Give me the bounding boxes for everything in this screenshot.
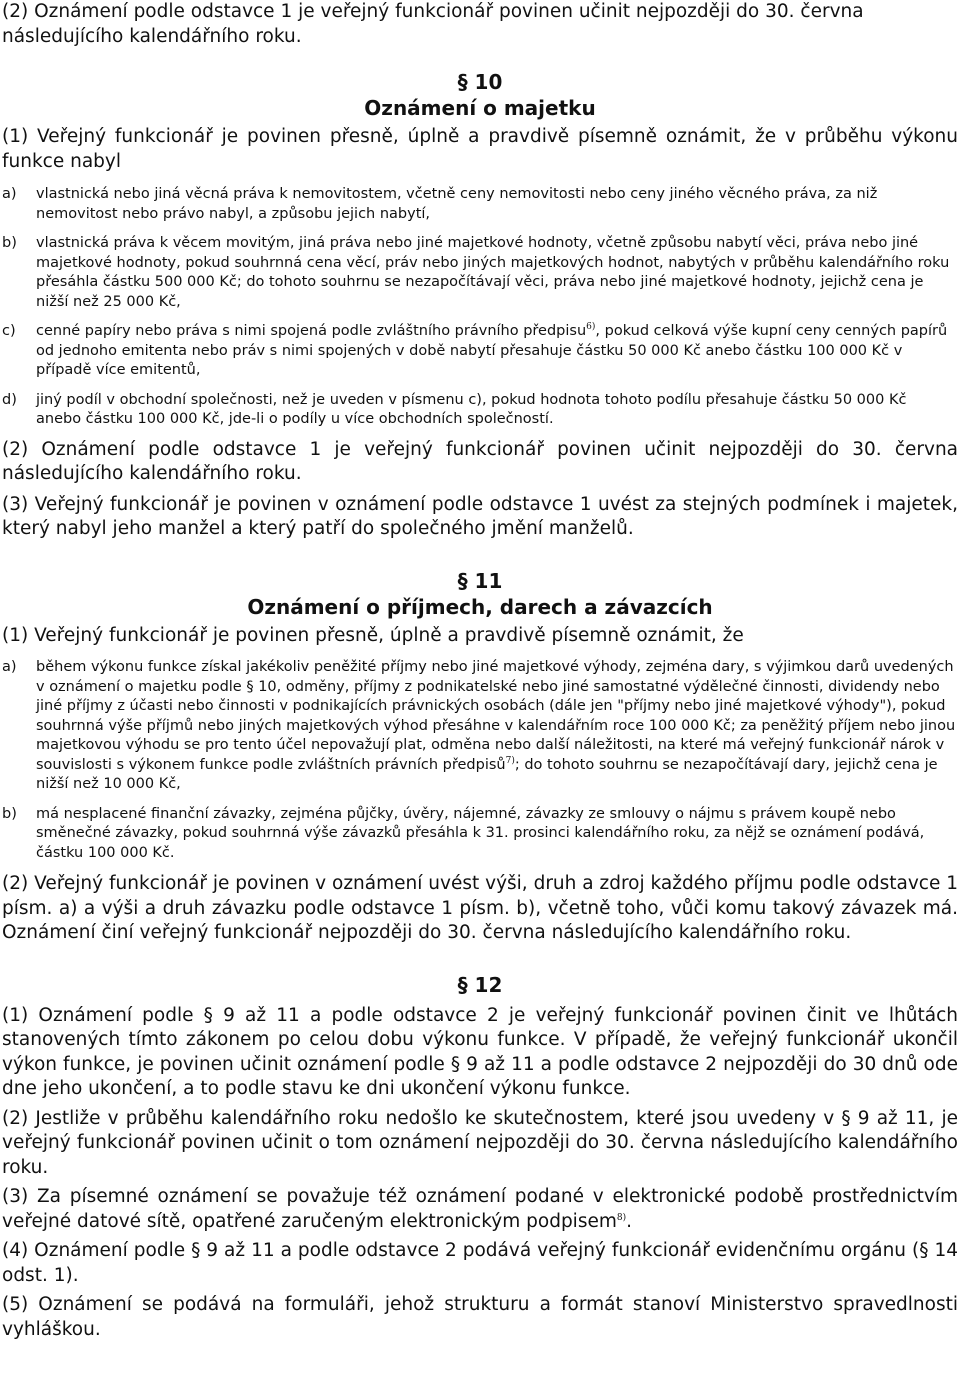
section-11-title: Oznámení o příjmech, darech a závazcích [247, 594, 713, 619]
section-10-title: Oznámení o majetku [364, 96, 596, 120]
list-item-c [0, 322, 960, 381]
list-item-text: má nesplacené finanční závazky, zejména půjčky, úvěry, nájemné, závazky ze smlouvy o nájmu s právem koupě nebo směnečné závazky, pokud souhrnná výše závazků přesáhla k 31. prosinci kalendářního roku, za nějž se oznámení podává, částku 100 000 Kč. [36, 805, 925, 861]
list-item-label: a) [2, 659, 17, 675]
section-12 [0, 972, 960, 1343]
paragraph-3-text: (3) Za písemné oznámení se považuje též oznámení podané v elektronické podobě prostřednictvím veřejné datové sítě, opatřené zaručeným elektronickým podpisem [2, 1186, 958, 1232]
list-item-a [0, 185, 960, 224]
carryover-line-2: následujícího kalendářního roku. [2, 25, 302, 47]
section-11-paragraph-1: (1) Veřejný funkcionář je povinen přesně, úplně a pravdivě písemně oznámit, že [2, 624, 744, 646]
list-item-b [0, 234, 960, 312]
section-12-paragraph-5: (5) Oznámení se podává na formuláři, jehož strukturu a formát stanoví Ministerstvo spravedlnosti vyhláškou. [2, 1294, 958, 1340]
section-10-paragraph-1: (1) Veřejný funkcionář je povinen přesně, úplně a pravdivě písemně oznámit, že v průběhu výkonu funkce nabyl [2, 126, 958, 172]
section-12-paragraph-2: (2) Jestliže v průběhu kalendářního roku nedošlo ke skutečnostem, které jsou uvedeny v § 9 až 11, je veřejný funkcionář povinen učinit o tom oznámení nejpozději do 30. června následujícího kalendářního roku. [2, 1107, 958, 1178]
list-item-label: a) [2, 186, 17, 202]
carryover-line-1: (2) Oznámení podle odstavce 1 je veřejný funkcionář povinen učinit nejpozději do 30. června [2, 1, 864, 22]
list-item-text: vlastnická nebo jiná věcná práva k nemovitostem, včetně ceny nemovitosti nebo ceny jiného věcného práva, za niž nemovitost nebo právo nabyl, a způsobu jejich nabytí, [36, 186, 878, 222]
list-item-a [0, 658, 960, 795]
section-10-paragraph-2: (2) Oznámení podle odstavce 1 je veřejný funkcionář povinen učinit nejpozději do 30. června následujícího kalendářního roku. [2, 438, 958, 484]
list-item-text [36, 658, 960, 795]
section-10-number: § 10 [457, 70, 503, 94]
list-item-d [0, 391, 960, 430]
section-11-number: § 11 [457, 568, 503, 593]
footnote-ref-6: 6) [586, 322, 596, 333]
paragraph-3-end: . [626, 1210, 633, 1232]
paragraph-carryover [0, 0, 960, 49]
footnote-ref-8: 8) [616, 1212, 627, 1223]
section-12-paragraph-1: (1) Oznámení podle § 9 až 11 a podle odstavce 2 je veřejný funkcionář povinen činit ve lhůtách stanovených tímto zákonem po celou dobu výkonu funkce. V případě, že veřejný funkcionář ukončil výkon funkce, je povinen učinit oznámení podle § 9 až 11 a podle odstavce 2 nejpozději do 30 dnů ode dne jeho ukončení, a to podle stavu ke dni ukončení výkonu funkce. [2, 1004, 958, 1099]
section-11-list [0, 658, 960, 863]
section-10-paragraph-3: (3) Veřejný funkcionář je povinen v oznámení podle odstavce 1 uvést za stejných podmínek i majetek, který nabyl jeho manžel a který patří do společného jmění manželů. [2, 493, 958, 539]
footnote-ref-7: 7) [505, 755, 515, 766]
item-a-text-before: během výkonu funkce získal jakékoliv peněžité příjmy nebo jiné majetkové výhody, zejména dary, s výjimkou darů uvedených v oznámení o majetku podle § 10, odměny, příjmy z podnikatelské nebo jiné samostatné výdělečné činnosti, dividendy nebo jiné příjmy z účasti nebo činnosti v podnikajících právnických osobách (dále jen "příjmy nebo jiné majetkové výhody"), pokud souhrnná výše příjmů nebo jiných majetkových výhod přesáhne v kalendářním roce 100 000 Kč; za peněžitý příjem nebo jinou majetkovou výhodu se pro tento účel nepovažují plat, odměna nebo další náležitosti, na které má veřejný funkcionář nárok v souvislosti s výkonem funkce podle zvláštních právních předpisů [36, 659, 956, 773]
item-c-text-after: , pokud celková výše kupní ceny cenných papírů od jednoho emitenta nebo práv s nimi spojených v době nabytí přesahuje částku 50 000 Kč anebo částku 100 000 Kč v případě více emitentů, [36, 323, 948, 378]
list-item-b [0, 805, 960, 864]
list-item-text [36, 322, 960, 381]
list-item-label: b) [2, 805, 17, 822]
section-12-number: § 12 [457, 972, 503, 997]
section-12-paragraph-3 [0, 1185, 960, 1234]
list-item-label: c) [2, 323, 16, 339]
item-a-text-after: ; do tohoto souhrnu se nezapočítávají dary, jejichž cena je nižší než 10 000 Kč, [36, 756, 938, 792]
section-10-list [0, 185, 960, 430]
item-c-text-before: cenné papíry nebo práva s nimi spojená podle zvláštního právního předpisu [36, 323, 587, 339]
section-10 [0, 69, 960, 542]
list-item-text: vlastnická práva k věcem movitým, jiná práva nebo jiné majetkové hodnoty, včetně způsobu nabytí věci, práva nebo jiné majetkové hodnoty, pokud souhrnná cena věcí, práv nebo jiných majetkových hodnot, nabytých v průběhu kalendářního roku přesáhla částku 500 000 Kč; do tohoto souhrnu se nezapočítávají věci, práva nebo jiné majetkové hodnoty, jejichž cena je nižší než 25 000 Kč, [36, 235, 950, 310]
list-item-label: d) [2, 391, 17, 408]
section-11-paragraph-2: (2) Veřejný funkcionář je povinen v oznámení uvést výši, druh a zdroj každého příjmu podle odstavce 1 písm. a) a výši a druh závazku podle odstavce 1 písm. b), včetně toho, vůči komu takový závazek má. Oznámení činí veřejný funkcionář nejpozději do 30. června následujícího kalendářního roku. [2, 873, 958, 943]
list-item-label: b) [2, 235, 17, 251]
list-item-text: jiný podíl v obchodní společnosti, než je uveden v písmenu c), pokud hodnota tohoto podílu přesahuje částku 50 000 Kč anebo částku 100 000 Kč, jde-li o podíly u více obchodních společností. [36, 391, 907, 427]
section-11 [0, 568, 960, 946]
section-12-paragraph-4: (4) Oznámení podle § 9 až 11 a podle odstavce 2 podává veřejný funkcionář evidenčnímu orgánu (§ 14 odst. 1). [2, 1240, 958, 1286]
